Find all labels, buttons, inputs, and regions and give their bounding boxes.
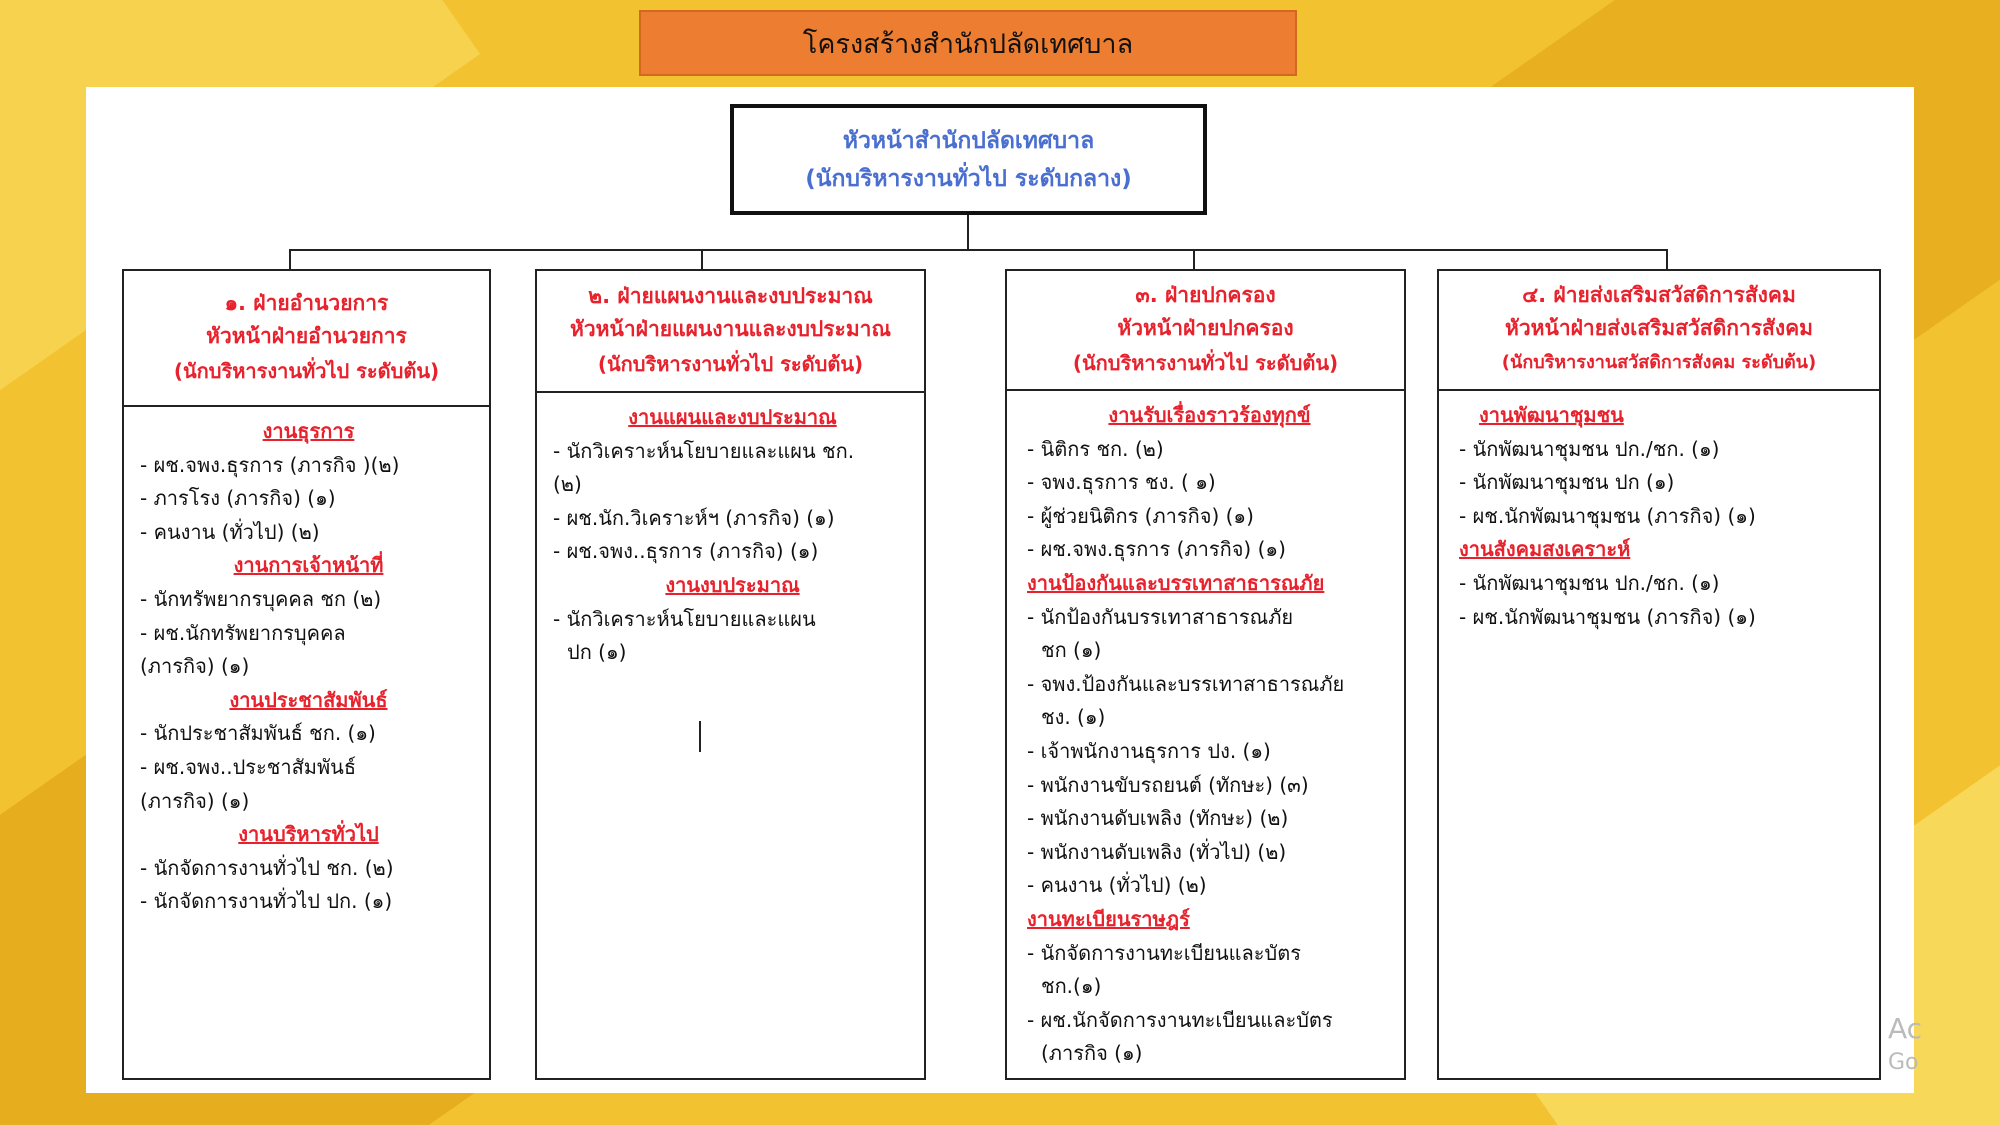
division-staff-list bbox=[537, 393, 924, 670]
watermark-line: Ac bbox=[1888, 1012, 1923, 1045]
staff-item: - นักวิเคราะห์นโยบายและแผน ชก. bbox=[553, 438, 855, 463]
division-head-position: (นักบริหารงานทั่วไป ระดับต้น) bbox=[1072, 351, 1339, 375]
staff-item: (ภารกิจ) (๑) bbox=[140, 654, 250, 679]
staff-item: (ภารกิจ (๑) bbox=[1041, 1041, 1143, 1066]
section-title: งานป้องกันและบรรเทาสาธารณภัย bbox=[1027, 570, 1325, 595]
division-staff-list bbox=[1007, 391, 1404, 1071]
staff-item: (๒) bbox=[553, 472, 582, 497]
division-planning-budget bbox=[535, 269, 926, 1080]
division-head-title: หัวหน้าฝ่ายแผนงานและงบประมาณ bbox=[570, 317, 891, 341]
staff-item: - ผู้ช่วยนิติกร (ภารกิจ) (๑) bbox=[1027, 503, 1254, 528]
division-administration bbox=[122, 269, 491, 1080]
staff-item: ชง. (๑) bbox=[1041, 705, 1106, 730]
staff-item: - พนักงานขับรถยนต์ (ทักษะ) (๓) bbox=[1027, 772, 1309, 797]
connector-drop-3 bbox=[1193, 249, 1195, 270]
connector-drop-1 bbox=[289, 249, 291, 270]
section-title: งานแผนและงบประมาณ bbox=[628, 405, 837, 429]
division-title: ๑. ฝ่ายอำนวยการ bbox=[224, 291, 389, 315]
connector-horizontal bbox=[289, 249, 1668, 251]
staff-item: - ผช.จพง..ประชาสัมพันธ์ bbox=[140, 754, 357, 779]
staff-item: - นักประชาสัมพันธ์ ชก. (๑) bbox=[140, 721, 376, 746]
staff-item: - เจ้าพนักงานธุรการ ปง. (๑) bbox=[1027, 738, 1271, 763]
staff-item: - คนงาน (ทั่วไป) (๒) bbox=[1027, 873, 1207, 898]
page-title: โครงสร้างสำนักปลัดเทศบาล bbox=[639, 10, 1297, 76]
division-header bbox=[1439, 271, 1879, 391]
watermark-line: Go bbox=[1888, 1050, 1919, 1075]
section-title: งานรับเรื่องราวร้องทุกข์ bbox=[1108, 403, 1311, 427]
section-title: งานทะเบียนราษฎร์ bbox=[1027, 906, 1190, 931]
division-governance bbox=[1005, 269, 1406, 1080]
staff-item: - พนักงานดับเพลิง (ทักษะ) (๒) bbox=[1027, 806, 1289, 831]
section-title: งานการเจ้าหน้าที่ bbox=[233, 553, 384, 578]
division-title: ๒. ฝ่ายแผนงานและงบประมาณ bbox=[588, 284, 873, 308]
division-head-title: หัวหน้าฝ่ายปกครอง bbox=[1117, 316, 1294, 340]
division-head-title: หัวหน้าฝ่ายอำนวยการ bbox=[206, 324, 407, 348]
division-head-position: (นักบริหารงานทั่วไป ระดับต้น) bbox=[173, 359, 440, 383]
staff-item: - ผช.นักพัฒนาชุมชน (ภารกิจ) (๑) bbox=[1459, 604, 1756, 629]
division-head-position: (นักบริหารงานสวัสดิการสังคม ระดับต้น) bbox=[1501, 352, 1817, 373]
staff-item: - นักป้องกันบรรเทาสาธารณภัย bbox=[1027, 604, 1294, 629]
staff-item: - นักวิเคราะห์นโยบายและแผน bbox=[553, 606, 816, 631]
staff-item: - นักพัฒนาชุมชน ปก./ชก. (๑) bbox=[1459, 436, 1720, 461]
staff-item: - ผช.นักทรัพยากรบุคคล bbox=[140, 620, 346, 645]
staff-item: - ภารโรง (ภารกิจ) (๑) bbox=[140, 486, 336, 511]
division-header bbox=[1007, 271, 1404, 391]
staff-item: - นักจัดการงานทั่วไป ปก. (๑) bbox=[140, 889, 393, 914]
division-social-welfare bbox=[1437, 269, 1881, 1080]
staff-item: - ผช.จพง.ธุรการ (ภารกิจ )(๒) bbox=[140, 452, 400, 477]
staff-item: - ผช.จพง.ธุรการ (ภารกิจ) (๑) bbox=[1027, 537, 1286, 562]
staff-item: - จพง.ป้องกันและบรรเทาสาธารณภัย bbox=[1027, 671, 1345, 696]
staff-item: - จพง.ธุรการ ชง. ( ๑) bbox=[1027, 470, 1216, 495]
division-title: ๓. ฝ่ายปกครอง bbox=[1135, 283, 1276, 307]
section-title: งานงบประมาณ bbox=[665, 572, 800, 597]
connector-drop-2 bbox=[701, 249, 703, 270]
staff-item: - ผช.นักจัดการงานทะเบียนและบัตร bbox=[1027, 1007, 1333, 1032]
staff-item: - ผช.จพง..ธุรการ (ภารกิจ) (๑) bbox=[553, 539, 819, 564]
head-position: (นักบริหารงานทั่วไป ระดับกลาง) bbox=[805, 165, 1132, 192]
section-title: งานพัฒนาชุมชน bbox=[1479, 403, 1624, 427]
staff-item: - พนักงานดับเพลิง (ทั่วไป) (๒) bbox=[1027, 839, 1287, 864]
section-title: งานประชาสัมพันธ์ bbox=[229, 687, 388, 712]
staff-item: - นักทรัพยากรบุคคล ชก (๒) bbox=[140, 586, 382, 611]
staff-item: - นักพัฒนาชุมชน ปก./ชก. (๑) bbox=[1459, 570, 1720, 595]
staff-item: - ผช.นักพัฒนาชุมชน (ภารกิจ) (๑) bbox=[1459, 503, 1756, 528]
division-header bbox=[537, 271, 924, 393]
division-head-title: หัวหน้าฝ่ายส่งเสริมสวัสดิการสังคม bbox=[1504, 316, 1814, 340]
staff-item: - นักจัดการงานทั่วไป ชก. (๒) bbox=[140, 855, 394, 880]
text-cursor bbox=[699, 721, 701, 752]
division-head-position: (นักบริหารงานทั่วไป ระดับต้น) bbox=[597, 352, 864, 376]
staff-item: (ภารกิจ) (๑) bbox=[140, 788, 250, 813]
staff-item: - นิติกร ชก. (๒) bbox=[1027, 436, 1164, 461]
division-staff-list bbox=[1439, 391, 1879, 634]
staff-item: - นักจัดการงานทะเบียนและบัตร bbox=[1027, 940, 1301, 965]
division-title: ๔. ฝ่ายส่งเสริมสวัสดิการสังคม bbox=[1522, 283, 1796, 307]
section-title: งานธุรการ bbox=[262, 419, 355, 443]
activation-watermark bbox=[1888, 1012, 1922, 1080]
staff-item: ชก.(๑) bbox=[1041, 974, 1102, 999]
head-title: หัวหน้าสำนักปลัดเทศบาล bbox=[842, 127, 1095, 154]
connector-vertical-main bbox=[967, 215, 969, 250]
staff-item: - คนงาน (ทั่วไป) (๒) bbox=[140, 519, 320, 544]
section-title: งานสังคมสงเคราะห์ bbox=[1459, 537, 1631, 562]
section-title: งานบริหารทั่วไป bbox=[238, 822, 379, 847]
division-staff-list bbox=[124, 407, 489, 919]
connector-drop-4 bbox=[1666, 249, 1668, 270]
division-header bbox=[124, 271, 489, 407]
staff-item: ปก (๑) bbox=[567, 640, 627, 665]
staff-item: - ผช.นัก.วิเคราะห์ฯ (ภารกิจ) (๑) bbox=[553, 505, 835, 530]
head-of-office-box bbox=[730, 104, 1207, 215]
staff-item: ชก (๑) bbox=[1041, 638, 1102, 663]
staff-item: - นักพัฒนาชุมชน ปก (๑) bbox=[1459, 470, 1675, 495]
